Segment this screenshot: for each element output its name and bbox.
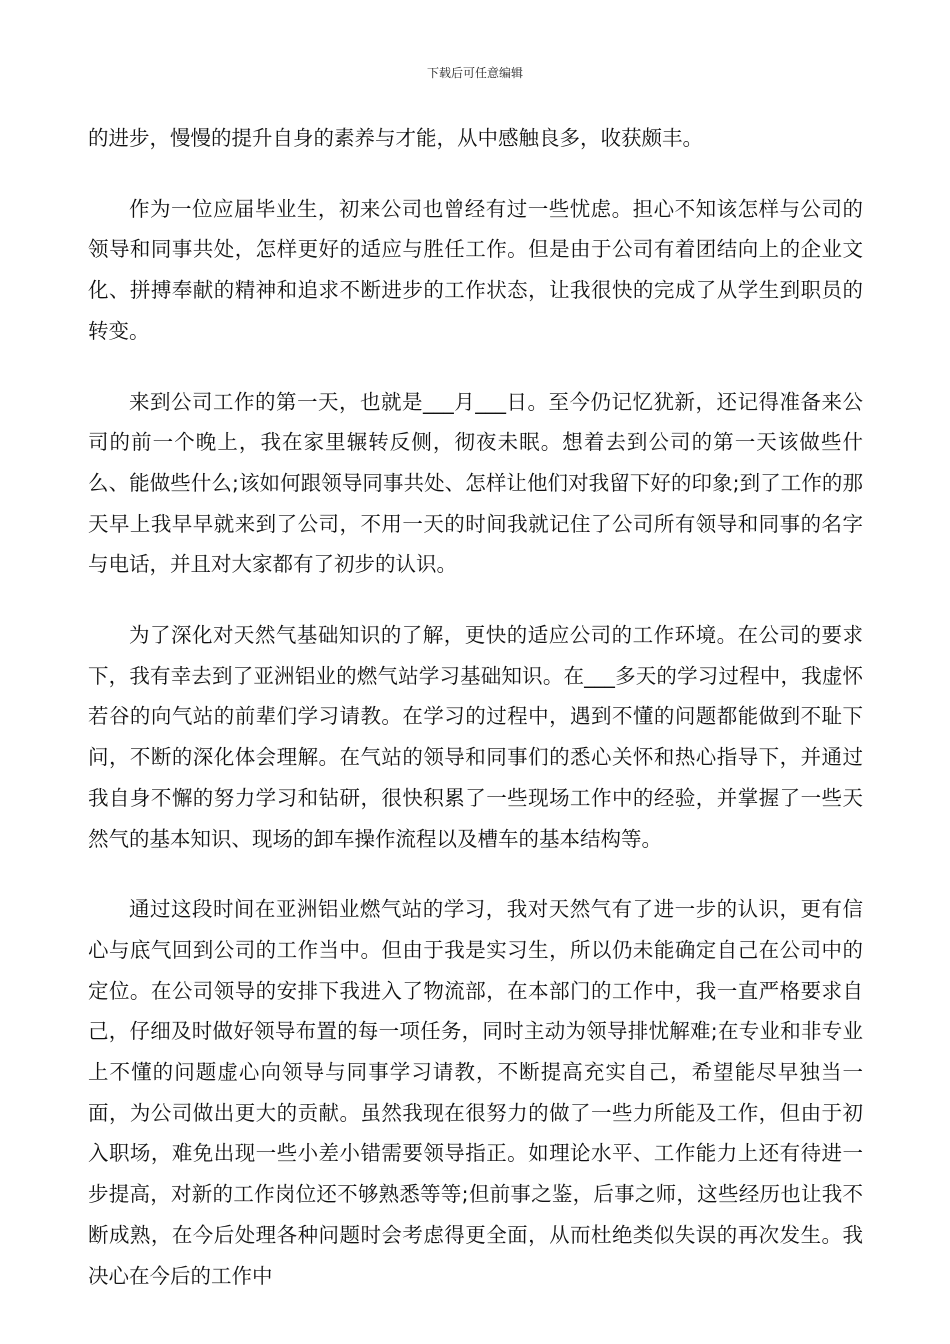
page-header: 下载后可任意编辑 (426, 66, 523, 80)
paragraph-4: 为了深化对天然气基础知识的了解，更快的适应公司的工作环境。在公司的要求下，我有幸去到了亚洲铝业的燃气站学习基础知识。在___多天的学习过程中，我虚怀若谷的向气站的前辈们学习请教。在学习的过程中，遇到不懂的问题都能做到不耻下问，不断的深化体会理解。在气站的领导和同事们的悉心关怀和热心指导下，并通过我自身不懈的努力学习和钻研，很快积累了一些现场工作中的经验，并掌握了一些天然气的基本知识、现场的卸车操作流程以及槽车的基本结构等。 (88, 623, 863, 851)
document-body (88, 118, 863, 1296)
paragraph-5: 通过这段时间在亚洲铝业燃气站的学习，我对天然气有了进一步的认识，更有信心与底气回到公司的工作当中。但由于我是实习生，所以仍未能确定自己在公司中的定位。在公司领导的安排下我进入了物流部，在本部门的工作中，我一直严格要求自己，仔细及时做好领导布置的每一项任务，同时主动为领导排忧解难;在专业和非专业上不懂的问题虚心向领导与同事学习请教，不断提高充实自己，希望能尽早独当一面，为公司做出更大的贡献。虽然我现在很努力的做了一些力所能及工作，但由于初入职场，难免出现一些小差小错需要领导指正。如理论水平、工作能力上还有待进一步提高，对新的工作岗位还不够熟悉等等;但前事之鉴，后事之师，这些经历也让我不断成熟，在今后处理各种问题时会考虑得更全面，从而杜绝类似失误的再次发生。我决心在今后的工作中 (88, 897, 863, 1288)
paragraph-1: 的进步，慢慢的提升自身的素养与才能，从中感触良多，收获颇丰。 (88, 126, 703, 150)
paragraph-3: 来到公司工作的第一天，也就是___月___日。至今仍记忆犹新，还记得准备来公司的前一个晚上，我在家里辗转反侧，彻夜未眠。想着去到公司的第一天该做些什么、能做些什么;该如何跟领导同事共处、怎样让他们对我留下好的印象;到了工作的那天早上我早早就来到了公司，不用一天的时间我就记住了公司所有领导和同事的名字与电话，并且对大家都有了初步的认识。 (88, 389, 863, 577)
paragraph-2: 作为一位应届毕业生，初来公司也曾经有过一些忧虑。担心不知该怎样与公司的领导和同事共处，怎样更好的适应与胜任工作。但是由于公司有着团结向上的企业文化、拼搏奉献的精神和追求不断进步的工作状态，让我很快的完成了从学生到职员的转变。 (88, 196, 863, 343)
